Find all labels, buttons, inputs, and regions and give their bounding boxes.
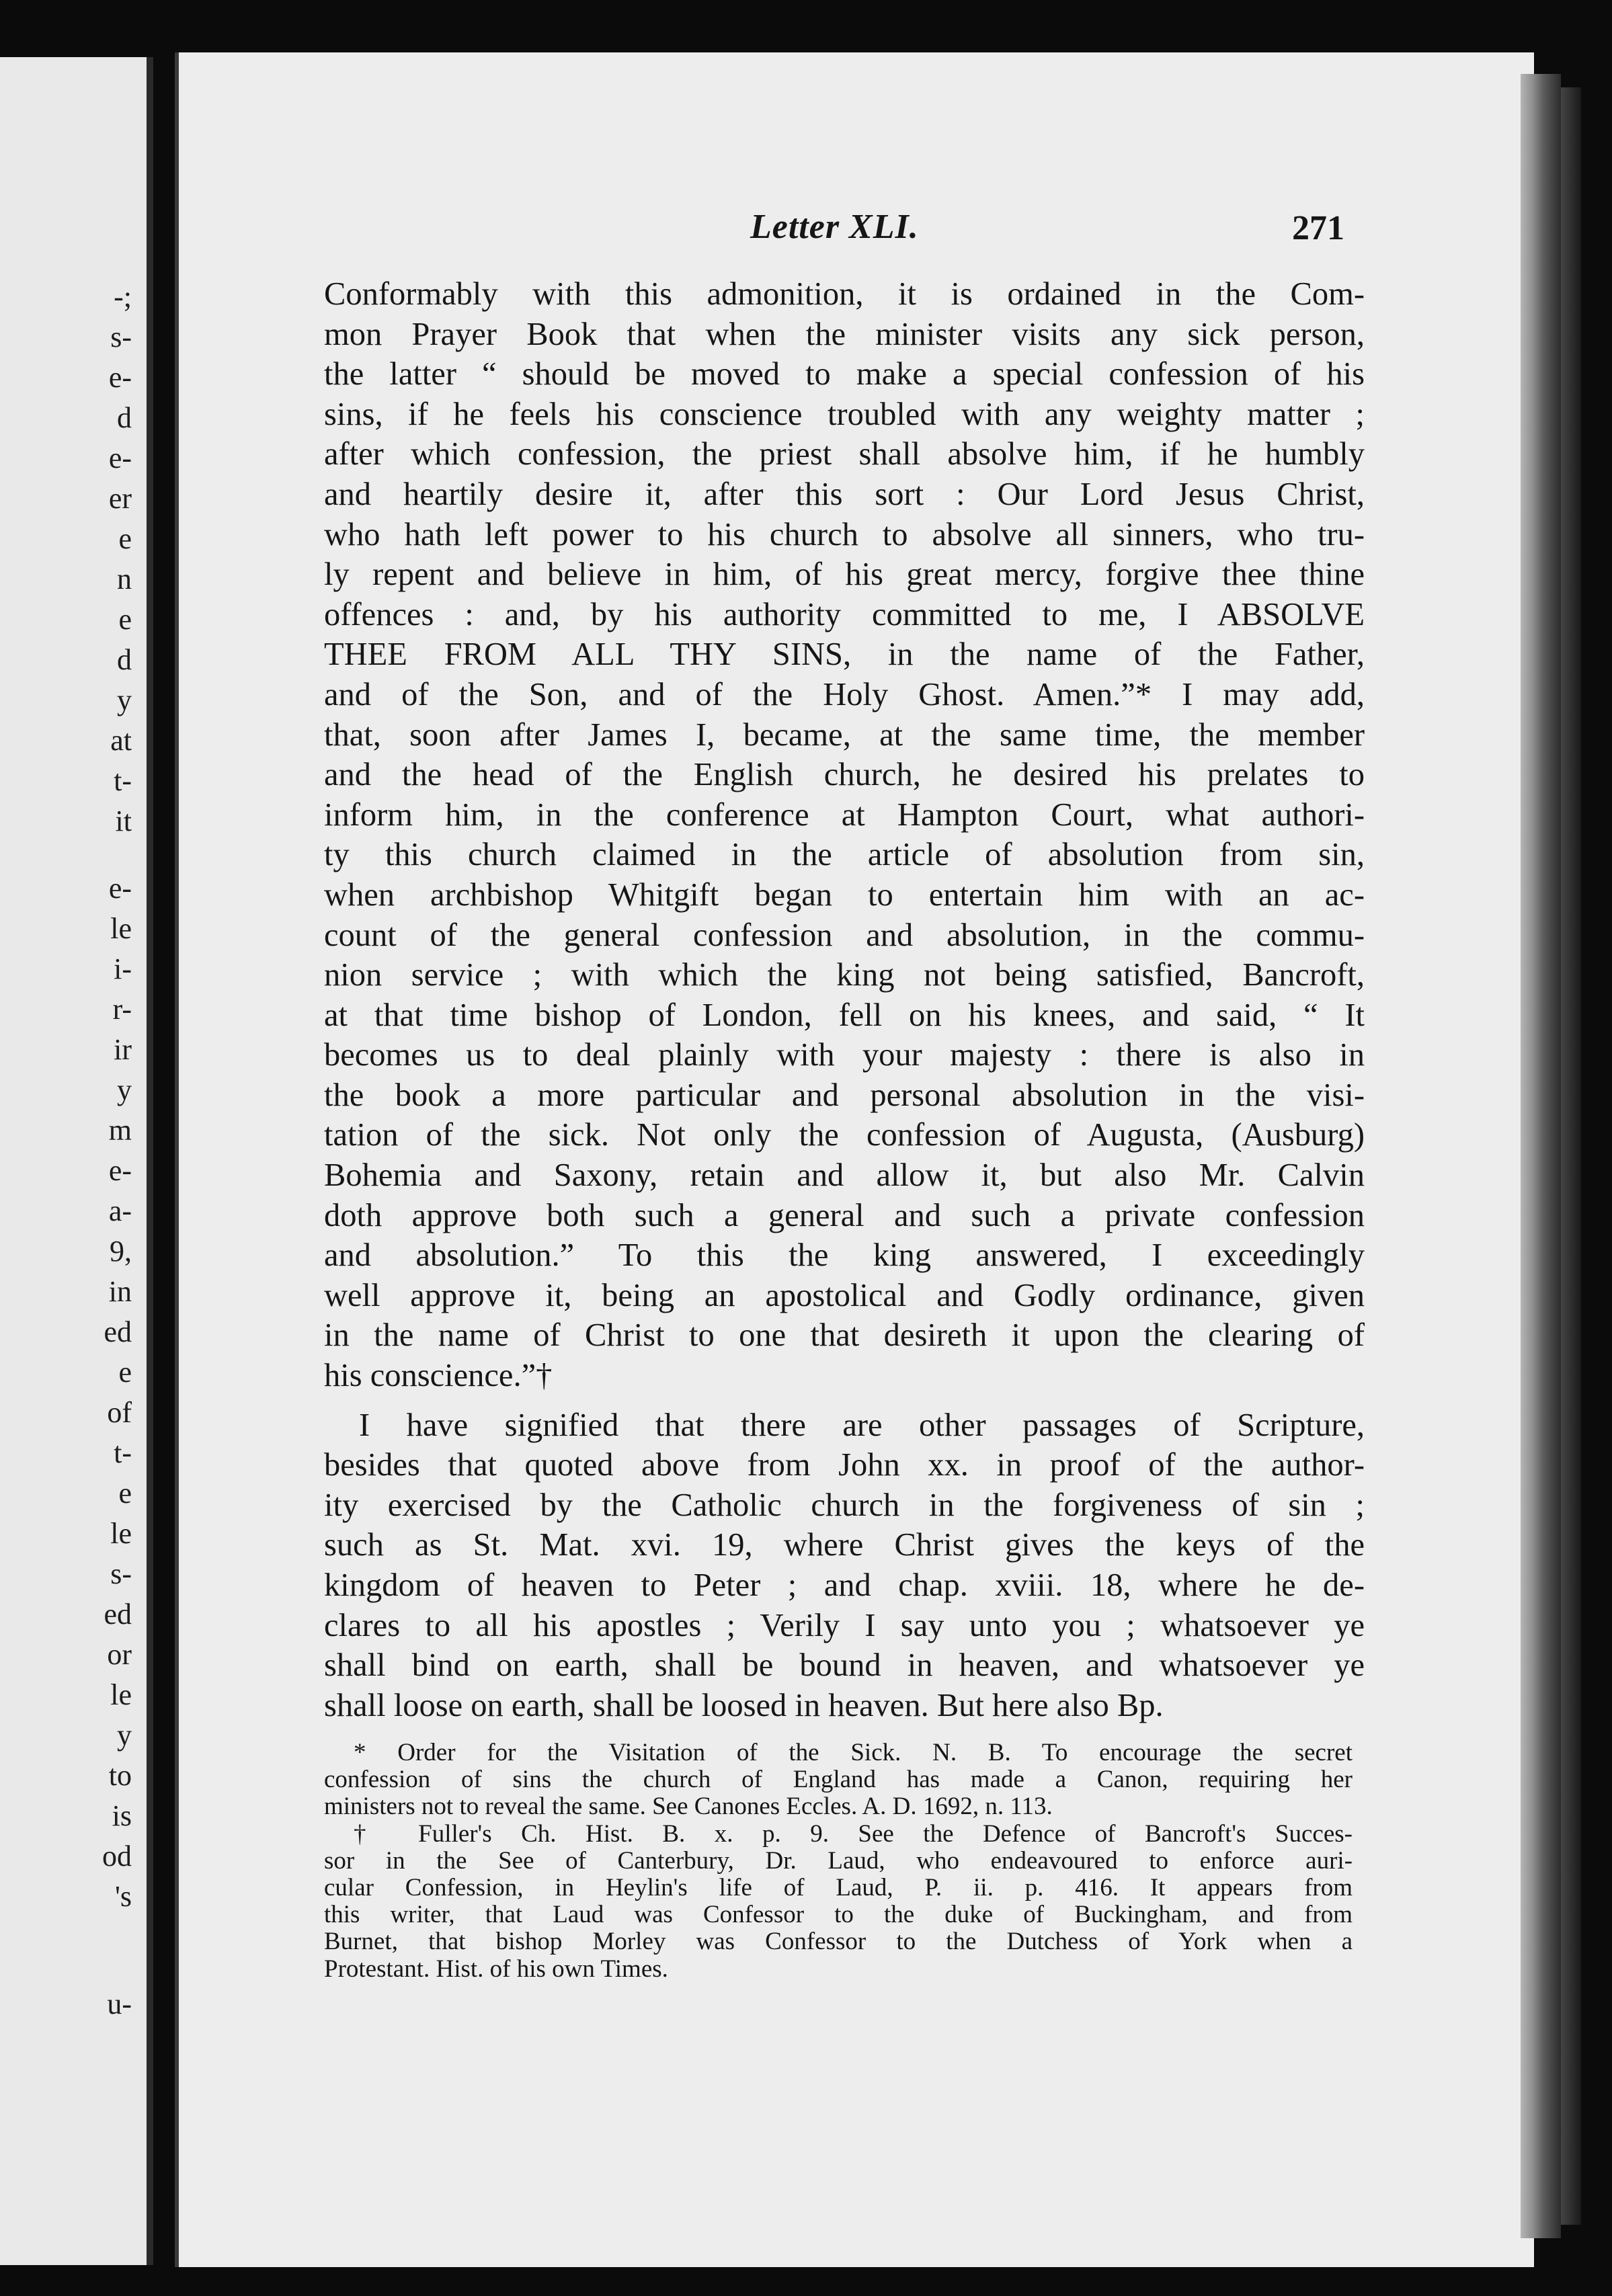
body-line: kingdom of heaven to Peter ; and chap. xviii. 18, where he de- <box>324 1567 1365 1603</box>
body-line: and absolution.” To this the king answered, I exceedingly <box>324 1237 1365 1274</box>
body-line: I have signified that there are other passages of Scripture, <box>359 1407 1365 1443</box>
binding-shadow <box>1561 87 1581 2225</box>
body-line: Conformably with this admonition, it is ordained in the Com- <box>324 276 1365 312</box>
facing-page-fragment: s- <box>110 1557 132 1590</box>
facing-page-fragment: u- <box>107 1987 132 2020</box>
facing-page-fragment: s- <box>110 321 132 354</box>
facing-page-fragment: ed <box>104 1598 132 1631</box>
body-line: Bohemia and Saxony, retain and allow it, but also Mr. Calvin <box>324 1157 1365 1194</box>
footnote-line: cular Confession, in Heylin's life of Laud, P. ii. p. 416. It appears from <box>324 1873 1353 1901</box>
footnote-line: Protestant. Hist. of his own Times. <box>324 1955 668 1983</box>
facing-page-fragment: of <box>107 1396 132 1429</box>
facing-page-fragment: or <box>107 1638 132 1671</box>
facing-page-fragment: is <box>112 1799 132 1832</box>
body-line: besides that quoted above from John xx. in proof of the author- <box>324 1447 1365 1483</box>
facing-page-fragment: ir <box>114 1033 132 1066</box>
footnote-line: confession of sins the church of England has made a Canon, requiring her <box>324 1766 1353 1794</box>
facing-page-fragment: le <box>110 1678 132 1711</box>
body-line: shall loose on earth, shall be loosed in heaven. But here also Bp. <box>324 1687 1164 1723</box>
body-line: the book a more particular and personal absolution in the visi- <box>324 1077 1365 1113</box>
body-line: becomes us to deal plainly with your majesty : there is also in <box>324 1037 1365 1073</box>
body-line: ly repent and believe in him, of his great mercy, forgive thee thine <box>324 557 1365 593</box>
facing-page-fragment: le <box>110 1517 132 1550</box>
footnote-line: † Fuller's Ch. Hist. B. x. p. 9. See the Defence of Bancroft's Succes- <box>354 1819 1353 1848</box>
body-line: and of the Son, and of the Holy Ghost. Amen.”* I may add, <box>324 676 1365 712</box>
facing-page-fragment: t- <box>114 764 132 797</box>
facing-page <box>0 57 153 2265</box>
body-line: nion service ; with which the king not being satisfied, Bancroft, <box>324 957 1365 993</box>
footnote-line: this writer, that Laud was Confessor to the duke of Buckingham, and from <box>324 1901 1353 1929</box>
footnote-line: sor in the See of Canterbury, Dr. Laud, who endeavoured to enforce auri- <box>324 1846 1353 1875</box>
facing-page-fragment: it <box>115 805 132 837</box>
facing-page-fragment: i- <box>114 952 132 985</box>
facing-page-fragment: er <box>108 482 132 515</box>
body-line: clares to all his apostles ; Verily I say unto you ; whatsoever ye <box>324 1607 1365 1643</box>
footnotes <box>324 1739 1353 1983</box>
facing-page-fragment: od <box>102 1840 132 1873</box>
facing-page-fragment: a- <box>108 1194 132 1227</box>
facing-page-fragment: le <box>110 912 132 945</box>
facing-page-fragment: d <box>117 401 132 434</box>
body-line: ty this church claimed in the article of absolution from sin, <box>324 837 1365 873</box>
facing-page-fragment: ed <box>104 1315 132 1348</box>
running-head: Letter XLI. <box>750 208 919 246</box>
footnote-line: ministers not to reveal the same. See Canones Eccles. A. D. 1692, n. 113. <box>324 1793 1053 1821</box>
body-line: the latter “ should be moved to make a special confession of his <box>324 356 1365 393</box>
body-line: his conscience.”† <box>324 1358 553 1394</box>
body-line: offences : and, by his authority committed to me, I ABSOLVE <box>324 596 1365 632</box>
body-line: and the head of the English church, he desired his prelates to <box>324 757 1365 793</box>
facing-page-fragment: y <box>117 1719 132 1752</box>
body-line: count of the general confession and absolution, in the commu- <box>324 917 1365 953</box>
facing-page-fragment: y <box>117 1073 132 1106</box>
body-line: that, soon after James I, became, at the same time, the member <box>324 716 1365 753</box>
facing-page-fragment: d <box>117 643 132 676</box>
facing-page-fragment: e <box>118 522 132 555</box>
facing-page-fragment: to <box>108 1759 132 1792</box>
facing-page-fragment: -; <box>114 280 132 313</box>
facing-page-fragment: e- <box>108 361 132 394</box>
facing-page-fragment: e- <box>108 442 132 475</box>
facing-page-fragment: 9, <box>110 1235 132 1268</box>
body-line: in the name of Christ to one that desireth it upon the clearing of <box>324 1317 1365 1354</box>
body-line: ity exercised by the Catholic church in the forgiveness of sin ; <box>324 1487 1365 1523</box>
facing-page-fragment: r- <box>112 993 132 1026</box>
facing-page-fragment: e- <box>108 872 132 905</box>
body-line: well approve it, being an apostolical and Godly ordinance, given <box>324 1277 1365 1313</box>
body-line: such as St. Mat. xvi. 19, where Christ gives the keys of the <box>324 1527 1365 1563</box>
facing-page-fragment: y <box>117 684 132 716</box>
body-line: doth approve both such a general and such a private confession <box>324 1197 1365 1233</box>
page-edge-shadow <box>1521 74 1561 2238</box>
facing-page-fragment: e- <box>108 1154 132 1187</box>
facing-page-fragment: 's <box>114 1880 132 1913</box>
footnote-line: * Order for the Visitation of the Sick. N. B. To encourage the secret <box>354 1739 1353 1766</box>
facing-page-fragment: in <box>108 1275 132 1308</box>
facing-page-fragment: n <box>117 563 132 596</box>
body-line: THEE FROM ALL THY SINS, in the name of the Father, <box>324 637 1365 673</box>
footnote-line: Burnet, that bishop Morley was Confessor to the Dutchess of York when a <box>324 1928 1353 1956</box>
body-line: sins, if he feels his conscience troubled with any weighty matter ; <box>324 396 1365 432</box>
body-line: who hath left power to his church to absolve all sinners, who tru- <box>324 516 1365 552</box>
facing-page-fragment: e <box>118 1356 132 1389</box>
body-line: after which confession, the priest shall absolve him, if he humbly <box>324 436 1365 473</box>
facing-page-fragment: e <box>118 1477 132 1510</box>
page-number: 271 <box>1292 209 1344 247</box>
body-line: mon Prayer Book that when the minister visits any sick person, <box>324 316 1365 352</box>
facing-page-fragment: m <box>108 1114 132 1147</box>
body-line: and heartily desire it, after this sort : Our Lord Jesus Christ, <box>324 476 1365 512</box>
facing-page-fragment: t- <box>114 1436 132 1469</box>
body-text <box>324 274 1365 1725</box>
facing-page-fragment: e <box>118 603 132 636</box>
facing-page-fragment: at <box>110 724 132 757</box>
body-line: tation of the sick. Not only the confession of Augusta, (Ausburg) <box>324 1117 1365 1153</box>
body-line: when archbishop Whitgift began to entertain him with an ac- <box>324 876 1365 913</box>
body-line: inform him, in the conference at Hampton Court, what authori- <box>324 796 1365 833</box>
body-line: at that time bishop of London, fell on his knees, and said, “ It <box>324 997 1365 1033</box>
body-line: shall bind on earth, shall be bound in heaven, and whatsoever ye <box>324 1647 1365 1684</box>
